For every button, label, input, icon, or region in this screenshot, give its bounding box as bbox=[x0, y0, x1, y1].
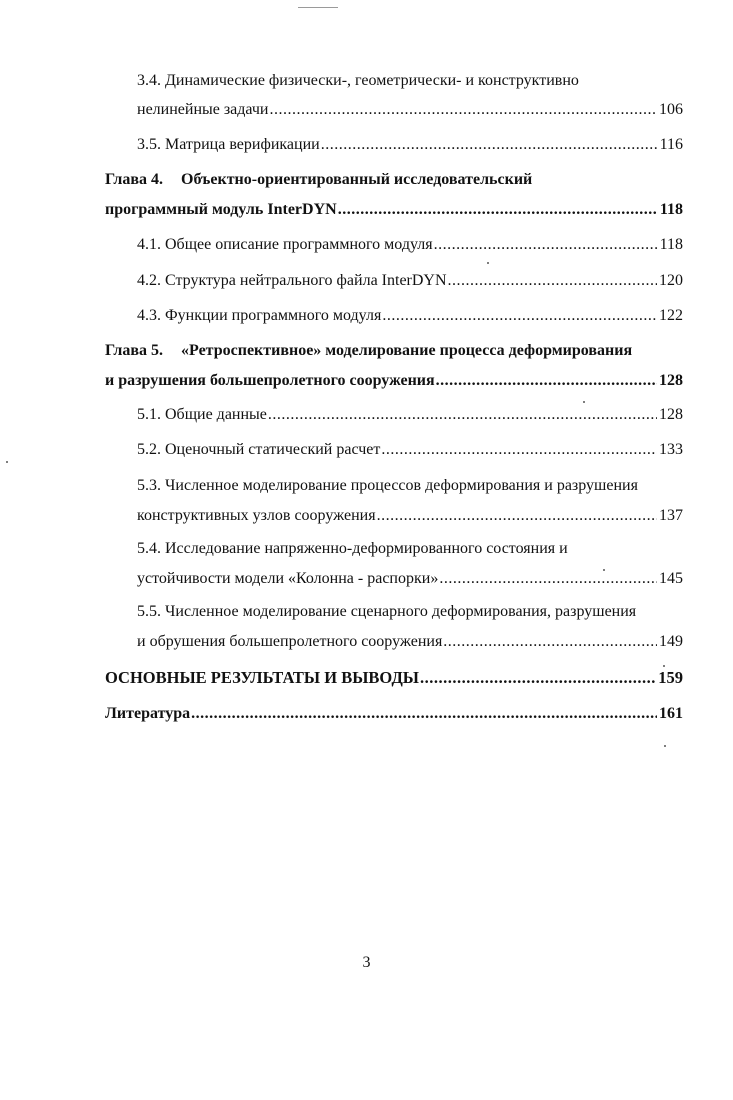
toc-results bbox=[105, 668, 683, 688]
chapter-title: Объектно-ориентированный исследовательский bbox=[181, 171, 533, 188]
toc-entry-text: 4.2. Структура нейтрального файла InterDYN bbox=[137, 272, 447, 289]
toc-chapter-5-cont bbox=[105, 371, 683, 391]
toc-entry-5-4 bbox=[137, 539, 568, 559]
toc-entry-text: ОСНОВНЫЕ РЕЗУЛЬТАТЫ И ВЫВОДЫ bbox=[105, 668, 419, 687]
dot-leader bbox=[420, 668, 656, 688]
toc-entry-text: нелинейные задачи bbox=[137, 101, 269, 118]
toc-page-number: 128 bbox=[659, 372, 683, 389]
toc-entry-text: конструктивных узлов сооружения bbox=[137, 507, 376, 524]
toc-page-number: 116 bbox=[659, 136, 683, 153]
dot-leader bbox=[439, 569, 657, 589]
chapter-label: Глава 4. bbox=[105, 171, 163, 188]
dot-leader bbox=[436, 371, 657, 391]
toc-page-number: 128 bbox=[659, 406, 683, 423]
dot-leader bbox=[434, 235, 658, 255]
toc-entry-text: 5.1. Общие данные bbox=[137, 406, 267, 423]
toc-page-number: 118 bbox=[659, 236, 683, 253]
toc-entry-4-3 bbox=[137, 306, 683, 326]
toc-entry-text: устойчивости модели «Колонна - распорки» bbox=[137, 570, 439, 587]
toc-chapter-5 bbox=[105, 341, 632, 361]
toc-page-number: 118 bbox=[659, 201, 683, 218]
toc-page-number: 149 bbox=[659, 633, 683, 650]
scan-speck bbox=[6, 461, 8, 463]
toc-entry-text: и разрушения большепролетного сооружения bbox=[105, 372, 435, 389]
dot-leader bbox=[448, 271, 657, 291]
toc-page-number: 122 bbox=[659, 307, 683, 324]
dot-leader bbox=[269, 100, 657, 120]
toc-entry-5-5-cont bbox=[137, 632, 683, 652]
toc-page-number: 106 bbox=[659, 101, 683, 118]
toc-entry-5-3-cont bbox=[137, 506, 683, 526]
toc-entry-text: программный модуль InterDYN bbox=[105, 201, 337, 218]
dot-leader bbox=[382, 306, 657, 326]
dot-leader bbox=[268, 405, 657, 425]
toc-entry-text: Литература bbox=[105, 705, 191, 722]
toc-entry-text: 5.3. Численное моделирование процессов деформирования и разрушения bbox=[137, 477, 638, 494]
toc-entry-text: и обрушения большепролетного сооружения bbox=[137, 633, 443, 650]
dot-leader bbox=[377, 506, 657, 526]
toc-entry-5-5 bbox=[137, 602, 636, 622]
dot-leader bbox=[321, 135, 658, 155]
toc-entry-text: 4.1. Общее описание программного модуля bbox=[137, 236, 433, 253]
scan-speck bbox=[663, 665, 665, 667]
toc-entry-5-3 bbox=[137, 476, 638, 496]
toc-entry-5-4-cont bbox=[137, 569, 683, 589]
scan-speck bbox=[583, 401, 585, 403]
dot-leader bbox=[443, 632, 657, 652]
scan-artifact-line bbox=[298, 7, 338, 8]
toc-entry-5-2 bbox=[137, 440, 683, 460]
toc-page-number: 145 bbox=[659, 570, 683, 587]
toc-entry-text: 5.4. Исследование напряженно-деформированного состояния и bbox=[137, 540, 568, 557]
toc-entry-3-4 bbox=[137, 71, 579, 91]
toc-page-number: 133 bbox=[659, 441, 683, 458]
toc-literature bbox=[105, 704, 683, 724]
toc-entry-3-5 bbox=[137, 135, 683, 155]
toc-chapter-4-cont bbox=[105, 200, 683, 220]
dot-leader bbox=[191, 704, 657, 724]
toc-entry-4-2 bbox=[137, 271, 683, 291]
toc-entry-text: 3.4. Динамические физически-, геометрически- и конструктивно bbox=[137, 72, 579, 89]
toc-entry-5-1 bbox=[137, 405, 683, 425]
toc-page-number: 120 bbox=[659, 272, 683, 289]
toc-entry-text: 4.3. Функции программного модуля bbox=[137, 307, 382, 324]
dot-leader bbox=[338, 200, 658, 220]
scan-speck bbox=[664, 745, 666, 747]
toc-entry-3-4-cont bbox=[137, 100, 683, 120]
toc-entry-text: 5.5. Численное моделирование сценарного деформирования, разрушения bbox=[137, 603, 637, 620]
toc-chapter-4 bbox=[105, 170, 532, 190]
toc-page-number: 161 bbox=[659, 705, 683, 722]
dot-leader bbox=[381, 440, 657, 460]
toc-entry-text: 5.2. Оценочный статический расчет bbox=[137, 441, 381, 458]
chapter-label: Глава 5. bbox=[105, 342, 163, 359]
toc-entry-4-1 bbox=[137, 235, 683, 255]
scan-speck bbox=[487, 262, 489, 264]
page-number: 3 bbox=[362, 954, 371, 971]
chapter-title: «Ретроспективное» моделирование процесса деформирования bbox=[181, 342, 633, 359]
toc-entry-text: 3.5. Матрица верификации bbox=[137, 136, 320, 153]
toc-page-number: 159 bbox=[658, 668, 683, 687]
toc-page-number: 137 bbox=[659, 507, 683, 524]
